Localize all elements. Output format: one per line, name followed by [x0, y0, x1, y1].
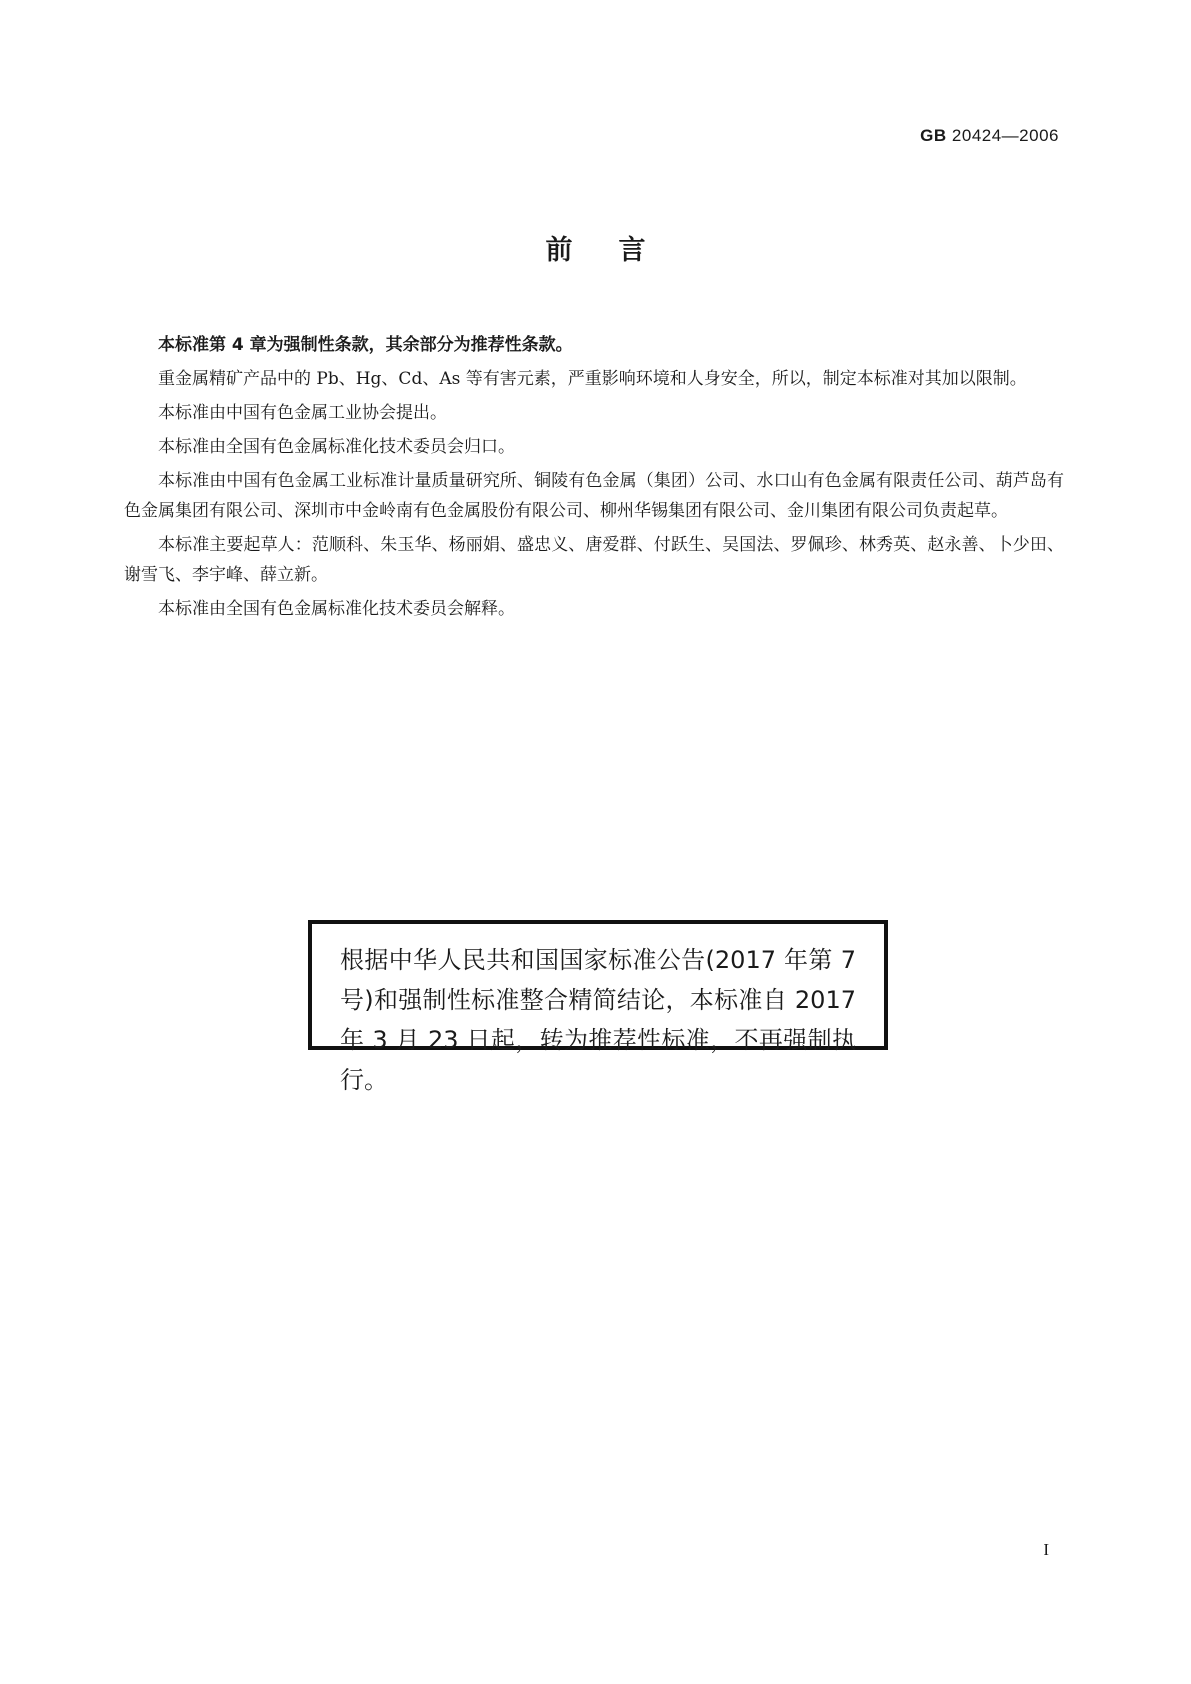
standard-code: GB — [920, 126, 947, 145]
paragraph-mandatory-clause: 本标准第 4 章为强制性条款，其余部分为推荐性条款。 — [158, 335, 573, 355]
notice-box: 根据中华人民共和国国家标准公告(2017 年第 7 号)和强制性标准整合精简结论，本标准自 2017 年 3 月 23 日起，转为推荐性标准，不再强制执行。 — [308, 920, 888, 1050]
standard-number-value: 20424—2006 — [951, 126, 1059, 145]
standard-number — [920, 126, 1059, 146]
page-number: I — [1043, 1540, 1049, 1559]
paragraph-drafting-units: 本标准由中国有色金属工业标准计量质量研究所、铜陵有色金属（集团）公司、水口山有色金属有限责任公司、葫芦岛有色金属集团有限公司、深圳市中金岭南有色金属股份有限公司、柳州华锡集团有限公司、金川集团有限公司负责起草。 — [124, 471, 1064, 521]
paragraph-drafters: 本标准主要起草人：范顺科、朱玉华、杨丽娟、盛忠义、唐爱群、付跃生、吴国法、罗佩珍、林秀英、赵永善、卜少田、谢雪飞、李宇峰、薛立新。 — [124, 535, 1064, 585]
paragraph-proposer: 本标准由中国有色金属工业协会提出。 — [158, 403, 447, 423]
paragraph-centralized: 本标准由全国有色金属标准化技术委员会归口。 — [158, 437, 515, 457]
paragraph-purpose: 重金属精矿产品中的 Pb、Hg、Cd、As 等有害元素，严重影响环境和人身安全，所以，制定本标准对其加以限制。 — [158, 369, 1027, 389]
page-title: 前言 — [545, 235, 692, 266]
foreword-body — [124, 330, 1064, 628]
paragraph-interpretation: 本标准由全国有色金属标准化技术委员会解释。 — [158, 599, 515, 619]
